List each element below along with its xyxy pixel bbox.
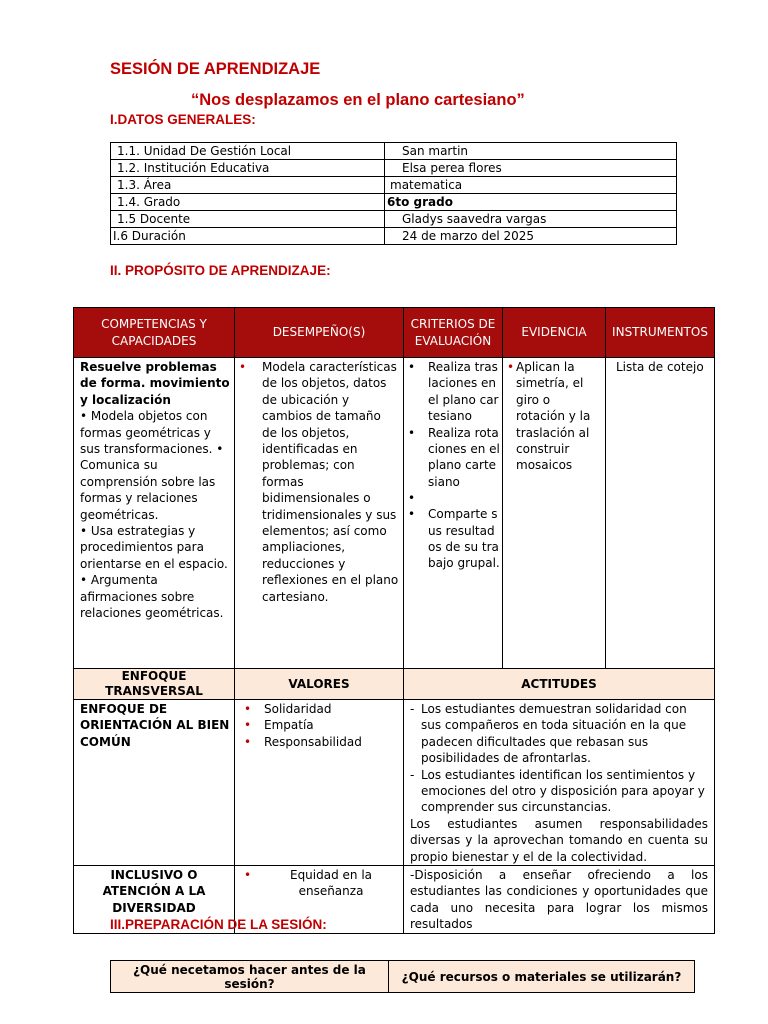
enfoque-inclusivo: INCLUSIVO O ATENCIÓN A LA DIVERSIDAD	[74, 866, 235, 934]
general-value: 6to grado	[385, 194, 677, 211]
purpose-table	[73, 307, 715, 934]
section-2-number: II.	[110, 263, 122, 278]
table-row	[111, 194, 677, 211]
general-label: I.6 Duración	[111, 228, 385, 245]
competencia-title: Resuelve problemas de forma. movimiento y localización	[80, 360, 230, 407]
table-row	[111, 228, 677, 245]
general-label: 1.3. Área	[111, 177, 385, 194]
value-item: • Responsabilidad	[240, 734, 399, 750]
header-evidencia: EVIDENCIA	[503, 308, 606, 358]
general-label: 1.2. Institución Educativa	[111, 160, 385, 177]
instrumento-cell: Lista de cotejo	[606, 358, 715, 669]
section-2-heading	[110, 263, 331, 278]
value-item: • Empatía	[240, 717, 399, 733]
header-desempenos: DESEMPEÑO(S)	[235, 308, 404, 358]
criterio-item: • Comparte sus resultados de su trabajo grupal.	[404, 506, 500, 572]
general-value: Gladys saavedra vargas	[385, 211, 677, 228]
session-heading: SESIÓN DE APRENDIZAJE	[110, 60, 321, 78]
header-actitudes: ACTITUDES	[404, 669, 715, 700]
criterio-item: • Realiza traslaciones en el plano cartesiano	[404, 359, 500, 425]
section-2-title: PROPÓSITO DE APRENDIZAJE:	[125, 263, 331, 278]
table-row	[111, 143, 677, 160]
header-competencias: COMPETENCIAS Y CAPACIDADES	[74, 308, 235, 358]
enfoque-bien-comun: ENFOQUE DE ORIENTACIÓN AL BIEN COMÚN	[74, 700, 235, 866]
section-1-heading	[110, 112, 256, 127]
value-item: • Equidad en la enseñanza	[240, 867, 399, 900]
value-item: • Solidaridad	[240, 701, 399, 717]
general-label: 1.4. Grado	[111, 194, 385, 211]
section-1-title: DATOS GENERALES:	[117, 112, 256, 127]
header-valores: VALORES	[235, 669, 404, 700]
prep-header-resources: ¿Qué recursos o materiales se utilizarán?	[389, 961, 695, 993]
competencia-body: • Modela objetos con formas geométricas y sus transformaciones. • Comunica su comprensión sobre las formas y relaciones geométricas. • Usa estrategias y procedimientos para orientarse en el espacio. • Argumenta afirmaciones sobre relaciones geométricas.	[80, 409, 228, 621]
table-row	[111, 177, 677, 194]
header-instrumentos: INSTRUMENTOS	[606, 308, 715, 358]
general-value: 24 de marzo del 2025	[385, 228, 677, 245]
attitude-item: - Los estudiantes demuestran solidaridad con sus compañeros en toda situación en la que padecen dificultades que rebasan sus posibilidades de afrontarlas.	[410, 701, 708, 767]
general-value: Elsa perea flores	[385, 160, 677, 177]
inclusivo-attitude: -Disposición a enseñar ofreciendo a los estudiantes las condiciones y oportunidades que cada uno necesita para lograr los mismos resultados	[404, 866, 715, 934]
section-3-heading	[110, 917, 327, 932]
general-value: matematica	[385, 177, 677, 194]
evidencia-item: • Aplican la simetría, el giro o rotación y la traslación al construir mosaicos	[503, 359, 601, 474]
general-label: 1.5 Docente	[111, 211, 385, 228]
general-value: San martin	[385, 143, 677, 160]
attitude-item: - Los estudiantes identifican los sentimientos y emociones del otro y disposición para apoyar y comprender sus circunstancias.	[410, 767, 708, 816]
desempeno-item: • Modela características de los objetos, datos de ubicación y cambios de tamaño de los objetos, identificadas en problemas; con formas bidimensionales o tridimensionales y sus elementos; así como ampliaciones, reducciones y reflexiones en el plano cartesiano.	[235, 359, 399, 605]
header-enfoque: ENFOQUE TRANSVERSAL	[74, 669, 235, 700]
header-criterios: CRITERIOS DE EVALUACIÓN	[404, 308, 503, 358]
section-3-title: PREPARACIÓN DE LA SESIÓN:	[125, 917, 327, 932]
general-data-table	[110, 142, 677, 245]
criterio-item: • Realiza rotaciones en el plano cartesiano	[404, 425, 500, 491]
general-label: 1.1. Unidad De Gestión Local	[111, 143, 385, 160]
table-row	[111, 211, 677, 228]
session-title: “Nos desplazamos en el plano cartesiano”	[191, 91, 525, 109]
criterio-item	[404, 490, 500, 506]
preparation-table	[110, 960, 695, 993]
section-3-number: III.	[110, 917, 126, 932]
prep-header-before: ¿Qué necetamos hacer antes de la sesión?	[111, 961, 389, 993]
attitude-text: Los estudiantes asumen responsabilidades diversas y la aprovechan tomando en cuenta su propio bienestar y el de la colectividad.	[410, 816, 708, 864]
section-1-number: I.	[110, 112, 118, 127]
table-row	[111, 160, 677, 177]
